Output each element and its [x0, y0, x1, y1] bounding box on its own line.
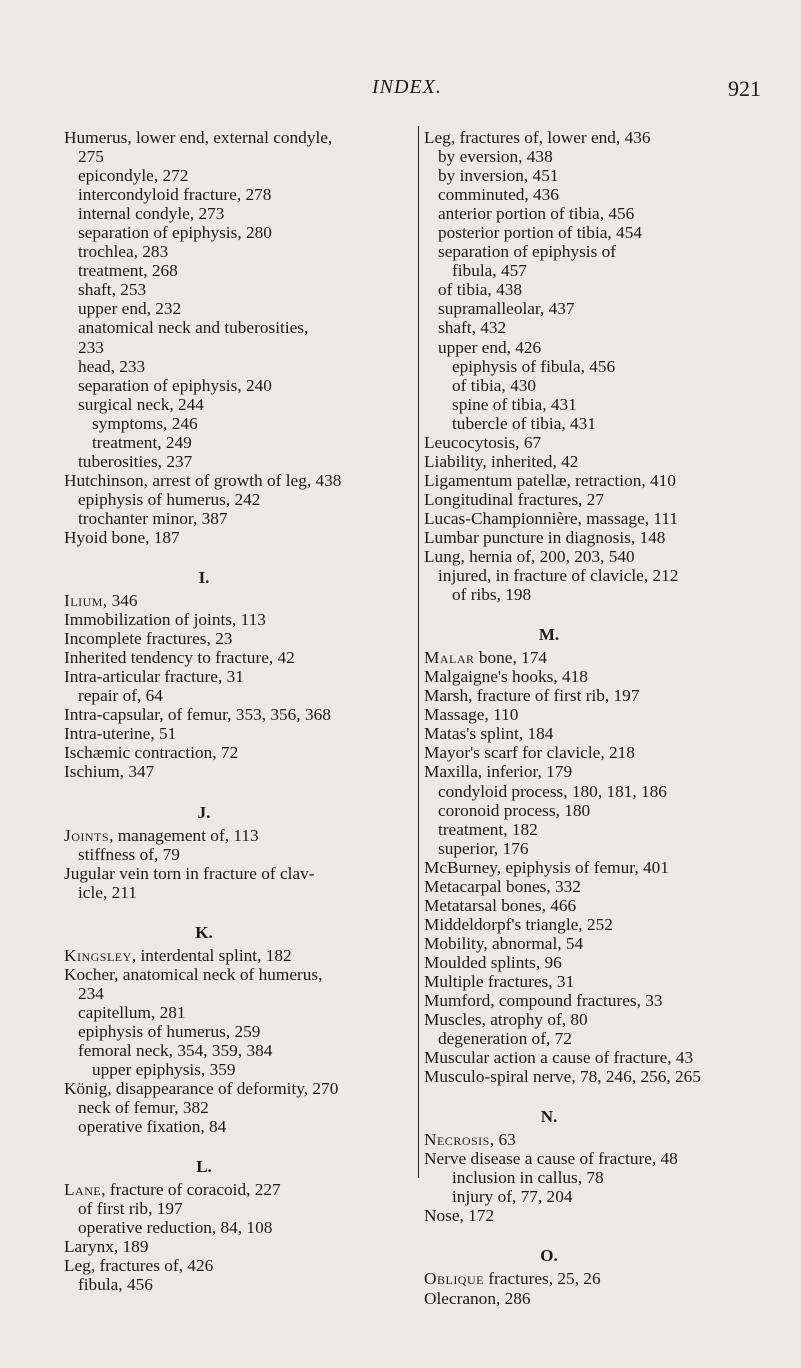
entry-text: Ischium, 347 [64, 762, 155, 782]
index-entry [424, 991, 769, 1010]
entry-text: Liability, inherited, 42 [424, 451, 579, 471]
entry-text: injury of, 77, 204 [452, 1187, 573, 1207]
entry-text: anterior portion of tibia, 456 [438, 204, 635, 224]
index-subentry [424, 376, 769, 395]
index-entry [64, 724, 464, 743]
index-entry [424, 1130, 769, 1149]
entry-text: icle, 211 [78, 882, 137, 902]
index-entry [424, 1010, 769, 1029]
index-entry [64, 528, 464, 547]
entry-text: treatment, 182 [438, 819, 538, 839]
page-number: 921 [728, 76, 761, 101]
entry-text: repair of, 64 [78, 686, 163, 706]
entry-text: epicondyle, 272 [78, 166, 189, 186]
index-subentry [64, 1041, 464, 1060]
entry-text: of first rib, 197 [78, 1199, 183, 1219]
index-subentry [424, 566, 769, 585]
index-subentry [424, 242, 769, 261]
index-entry [424, 667, 769, 686]
entry-text: condyloid process, 180, 181, 186 [438, 781, 667, 801]
index-subentry [424, 185, 769, 204]
index-entry [424, 128, 769, 147]
index-entry [424, 915, 769, 934]
index-subentry [64, 1060, 464, 1079]
entry-text: Massage, 110 [424, 705, 519, 725]
entry-text: Jugular vein torn in fracture of clav- [64, 863, 315, 883]
index-entry [424, 648, 769, 667]
index-subentry [64, 299, 464, 318]
entry-text: Malgaigne's hooks, 418 [424, 667, 588, 687]
entry-text: , interdental splint, 182 [131, 945, 292, 965]
index-entry [64, 1180, 464, 1199]
index-subentry [64, 338, 464, 357]
index-subentry [64, 509, 464, 528]
index-subentry [424, 782, 769, 801]
entry-text: Immobilization of joints, 113 [64, 610, 266, 630]
index-subentry [64, 185, 464, 204]
entry-text: Lumbar puncture in diagnosis, 148 [424, 527, 666, 547]
entry-text: Mumford, compound fractures, 33 [424, 991, 663, 1011]
entry-text: separation of epiphysis, 240 [78, 375, 272, 395]
index-entry [424, 1289, 769, 1308]
entry-text: Nose, 172 [424, 1206, 495, 1226]
entry-text: Intra-capsular, of femur, 353, 356, 368 [64, 705, 331, 725]
entry-text: Kocher, anatomical neck of humerus, [64, 964, 323, 984]
index-entry [424, 743, 769, 762]
index-entry [64, 762, 464, 781]
entry-text: head, 233 [78, 356, 146, 376]
index-subentry [64, 318, 464, 337]
entry-text: trochlea, 283 [78, 242, 169, 262]
entry-text: tuberosities, 237 [78, 451, 193, 471]
entry-text: Leucocytosis, 67 [424, 432, 542, 452]
index-subentry [424, 357, 769, 376]
running-title: INDEX. [372, 76, 442, 98]
index-entry [424, 1269, 769, 1288]
index-subentry [424, 280, 769, 299]
entry-text: fractures, 25, 26 [483, 1269, 601, 1289]
index-entry [424, 471, 769, 490]
entry-text: inclusion in callus, 78 [452, 1168, 604, 1188]
entry-text: epiphysis of fibula, 456 [452, 356, 616, 376]
index-subentry [64, 242, 464, 261]
entry-lead-word: Oblique [424, 1269, 484, 1289]
page-header [0, 76, 801, 106]
index-subentry [424, 338, 769, 357]
entry-text: treatment, 249 [92, 432, 192, 452]
index-subentry [64, 433, 464, 452]
index-subentry [64, 1199, 464, 1218]
entry-text: surgical neck, 244 [78, 394, 204, 414]
index-entry [424, 972, 769, 991]
entry-lead-word: Necrosis [424, 1130, 490, 1150]
index-subentry [64, 280, 464, 299]
entry-text: Leg, fractures of, lower end, 436 [424, 128, 651, 147]
index-subentry [64, 147, 464, 166]
entry-text: bone, 174 [474, 648, 548, 668]
entry-text: treatment, 268 [78, 261, 178, 281]
index-subentry [64, 490, 464, 509]
entry-text: Ischæmic contraction, 72 [64, 743, 239, 763]
entry-text: comminuted, 436 [438, 185, 559, 205]
entry-text: by inversion, 451 [438, 166, 559, 186]
entry-text: by eversion, 438 [438, 147, 553, 167]
entry-text: anatomical neck and tuberosities, [78, 318, 309, 338]
index-subentry [424, 261, 769, 280]
index-subentry [64, 414, 464, 433]
index-subentry [64, 357, 464, 376]
entry-text: 233 [78, 337, 104, 357]
index-entry [424, 1149, 769, 1168]
index-subentry [424, 299, 769, 318]
entry-text: Olecranon, 286 [424, 1288, 531, 1308]
entry-text: injured, in fracture of clavicle, 212 [438, 566, 679, 586]
index-entry [424, 896, 769, 915]
entry-text: fibula, 456 [78, 1275, 153, 1295]
entry-text: of ribs, 198 [452, 585, 532, 605]
entry-text: symptoms, 246 [92, 413, 198, 433]
section-gap [64, 1136, 464, 1150]
entry-text: Middeldorpf's triangle, 252 [424, 914, 613, 934]
index-subentry [64, 376, 464, 395]
index-subentry [64, 166, 464, 185]
index-subentry [424, 820, 769, 839]
entry-text: Inherited tendency to fracture, 42 [64, 648, 295, 668]
index-entry [64, 591, 464, 610]
entry-text: Muscles, atrophy of, 80 [424, 1010, 588, 1030]
entry-text: operative fixation, 84 [78, 1117, 227, 1137]
entry-text: fibula, 457 [452, 261, 527, 281]
entry-text: Multiple fractures, 31 [424, 971, 575, 991]
index-entry [424, 509, 769, 528]
entry-text: trochanter minor, 387 [78, 508, 228, 528]
entry-text: Marsh, fracture of first rib, 197 [424, 686, 640, 706]
entry-lead-word: Ilium [64, 591, 103, 611]
entry-text: separation of epiphysis, 280 [78, 223, 272, 243]
entry-text: internal condyle, 273 [78, 204, 225, 224]
entry-text: Mayor's scarf for clavicle, 218 [424, 743, 635, 763]
index-entry [424, 528, 769, 547]
index-entry [64, 946, 464, 965]
index-subentry [64, 1098, 464, 1117]
index-subentry [64, 223, 464, 242]
index-entry [424, 490, 769, 509]
entry-text: separation of epiphysis of [438, 242, 617, 262]
index-subentry [424, 166, 769, 185]
entry-text: Humerus, lower end, external condyle, [64, 128, 333, 147]
entry-text: 234 [78, 983, 104, 1003]
section-letter-heading: M. [538, 625, 560, 645]
index-subentry [64, 1003, 464, 1022]
index-subentry [424, 414, 769, 433]
index-subentry [64, 883, 464, 902]
index-subentry [64, 686, 464, 705]
entry-lead-word: Lane [64, 1180, 102, 1200]
index-entry [64, 128, 464, 147]
index-entry [64, 471, 464, 490]
index-subentry [424, 147, 769, 166]
entry-text: intercondyloid fracture, 278 [78, 185, 272, 205]
entry-text: Mobility, abnormal, 54 [424, 933, 584, 953]
index-entry [64, 667, 464, 686]
entry-text: Metatarsal bones, 466 [424, 895, 577, 915]
entry-text: Moulded splints, 96 [424, 952, 562, 972]
index-subentry [424, 585, 769, 604]
index-subentry [64, 204, 464, 223]
index-subentry [64, 395, 464, 414]
index-entry [64, 826, 464, 845]
section-letter-heading: N. [540, 1107, 558, 1127]
entry-text: Hutchinson, arrest of growth of leg, 438 [64, 470, 342, 490]
entry-text: , fracture of coracoid, 227 [101, 1180, 281, 1200]
entry-text: Lucas-Championnière, massage, 111 [424, 508, 679, 528]
index-entry [64, 1256, 464, 1275]
section-gap [424, 604, 769, 618]
index-entry [424, 724, 769, 743]
entry-text: Incomplete fractures, 23 [64, 629, 233, 649]
entry-text: tubercle of tibia, 431 [452, 413, 596, 433]
index-subentry [64, 1022, 464, 1041]
index-entry [64, 1079, 464, 1098]
entry-text: Muscular action a cause of fracture, 43 [424, 1048, 694, 1068]
entry-text: of tibia, 430 [452, 375, 536, 395]
entry-text: Maxilla, inferior, 179 [424, 762, 573, 782]
index-entry [424, 1067, 769, 1086]
entry-text: Nerve disease a cause of fracture, 48 [424, 1149, 678, 1169]
index-entry [424, 762, 769, 781]
entry-text: 275 [78, 147, 104, 167]
index-entry [64, 629, 464, 648]
index-subentry [424, 204, 769, 223]
index-entry [424, 1206, 769, 1225]
entry-text: stiffness of, 79 [78, 844, 180, 864]
section-letter-heading: L. [196, 1157, 212, 1177]
entry-text: Intra-uterine, 51 [64, 724, 177, 744]
section-letter-heading: J. [197, 802, 211, 822]
entry-text: spine of tibia, 431 [452, 394, 577, 414]
index-entry [64, 743, 464, 762]
entry-text: upper end, 232 [78, 299, 182, 319]
index-subentry [424, 318, 769, 337]
index-entry [64, 864, 464, 883]
entry-text: Intra-articular fracture, 31 [64, 667, 244, 687]
section-gap [424, 1225, 769, 1239]
index-subentry [424, 395, 769, 414]
index-entry [424, 686, 769, 705]
index-subentry [424, 1168, 769, 1187]
entry-text: Matas's splint, 184 [424, 724, 554, 744]
entry-text: , management of, 113 [109, 825, 259, 845]
index-entry [424, 934, 769, 953]
entry-lead-word: Kingsley [64, 945, 132, 965]
entry-text: upper end, 426 [438, 337, 542, 357]
index-subentry [64, 1275, 464, 1294]
index-entry [424, 1048, 769, 1067]
entry-text: degeneration of, 72 [438, 1029, 572, 1049]
entry-text: of tibia, 438 [438, 280, 522, 300]
index-subentry [424, 839, 769, 858]
index-entry [424, 953, 769, 972]
index-subentry [64, 845, 464, 864]
entry-text: Longitudinal fractures, 27 [424, 489, 604, 509]
entry-text: posterior portion of tibia, 454 [438, 223, 642, 243]
entry-text: Larynx, 189 [64, 1237, 149, 1257]
section-letter-heading: K. [195, 922, 213, 942]
index-entry [424, 452, 769, 471]
entry-text: neck of femur, 382 [78, 1098, 209, 1118]
index-entry [64, 705, 464, 724]
entry-text: upper epiphysis, 359 [92, 1059, 236, 1079]
entry-text: epiphysis of humerus, 259 [78, 1021, 261, 1041]
right-index-column [424, 128, 769, 1308]
index-entry [424, 705, 769, 724]
entry-lead-word: Malar [424, 648, 475, 668]
section-gap [64, 902, 464, 916]
index-subentry [64, 452, 464, 471]
index-subentry [64, 1218, 464, 1237]
index-entry [424, 858, 769, 877]
entry-text: , 346 [102, 591, 138, 611]
index-entry [424, 877, 769, 896]
index-subentry [64, 1117, 464, 1136]
entry-text: supramalleolar, 437 [438, 299, 575, 319]
left-index-column [64, 128, 464, 1294]
index-subentry [424, 1187, 769, 1206]
index-subentry [424, 223, 769, 242]
index-subentry [64, 261, 464, 280]
entry-text: coronoid process, 180 [438, 800, 591, 820]
index-entry [424, 433, 769, 452]
section-letter-heading: I. [198, 568, 210, 588]
index-entry [64, 1237, 464, 1256]
index-entry [64, 965, 464, 984]
section-letter-heading: O. [540, 1246, 558, 1266]
index-subentry [424, 1029, 769, 1048]
index-subentry [424, 801, 769, 820]
index-entry [64, 648, 464, 667]
index-entry [424, 547, 769, 566]
entry-text: superior, 176 [438, 838, 529, 858]
entry-lead-word: Joints [64, 825, 110, 845]
entry-text: capitellum, 281 [78, 1002, 186, 1022]
entry-text: McBurney, epiphysis of femur, 401 [424, 857, 669, 877]
entry-text: shaft, 432 [438, 318, 507, 338]
entry-text: Metacarpal bones, 332 [424, 876, 581, 896]
section-gap [424, 1086, 769, 1100]
entry-text: epiphysis of humerus, 242 [78, 489, 261, 509]
section-gap [64, 547, 464, 561]
entry-text: femoral neck, 354, 359, 384 [78, 1040, 273, 1060]
entry-text: König, disappearance of deformity, 270 [64, 1079, 339, 1099]
entry-text: Musculo-spiral nerve, 78, 246, 256, 265 [424, 1067, 701, 1087]
index-entry [64, 610, 464, 629]
entry-text: Hyoid bone, 187 [64, 527, 180, 547]
entry-text: Lung, hernia of, 200, 203, 540 [424, 547, 635, 567]
entry-text: Leg, fractures of, 426 [64, 1256, 214, 1276]
section-gap [64, 782, 464, 796]
index-subentry [64, 984, 464, 1003]
entry-text: Ligamentum patellæ, retraction, 410 [424, 470, 676, 490]
entry-text: operative reduction, 84, 108 [78, 1218, 273, 1238]
entry-text: shaft, 253 [78, 280, 147, 300]
entry-text: , 63 [489, 1130, 516, 1150]
